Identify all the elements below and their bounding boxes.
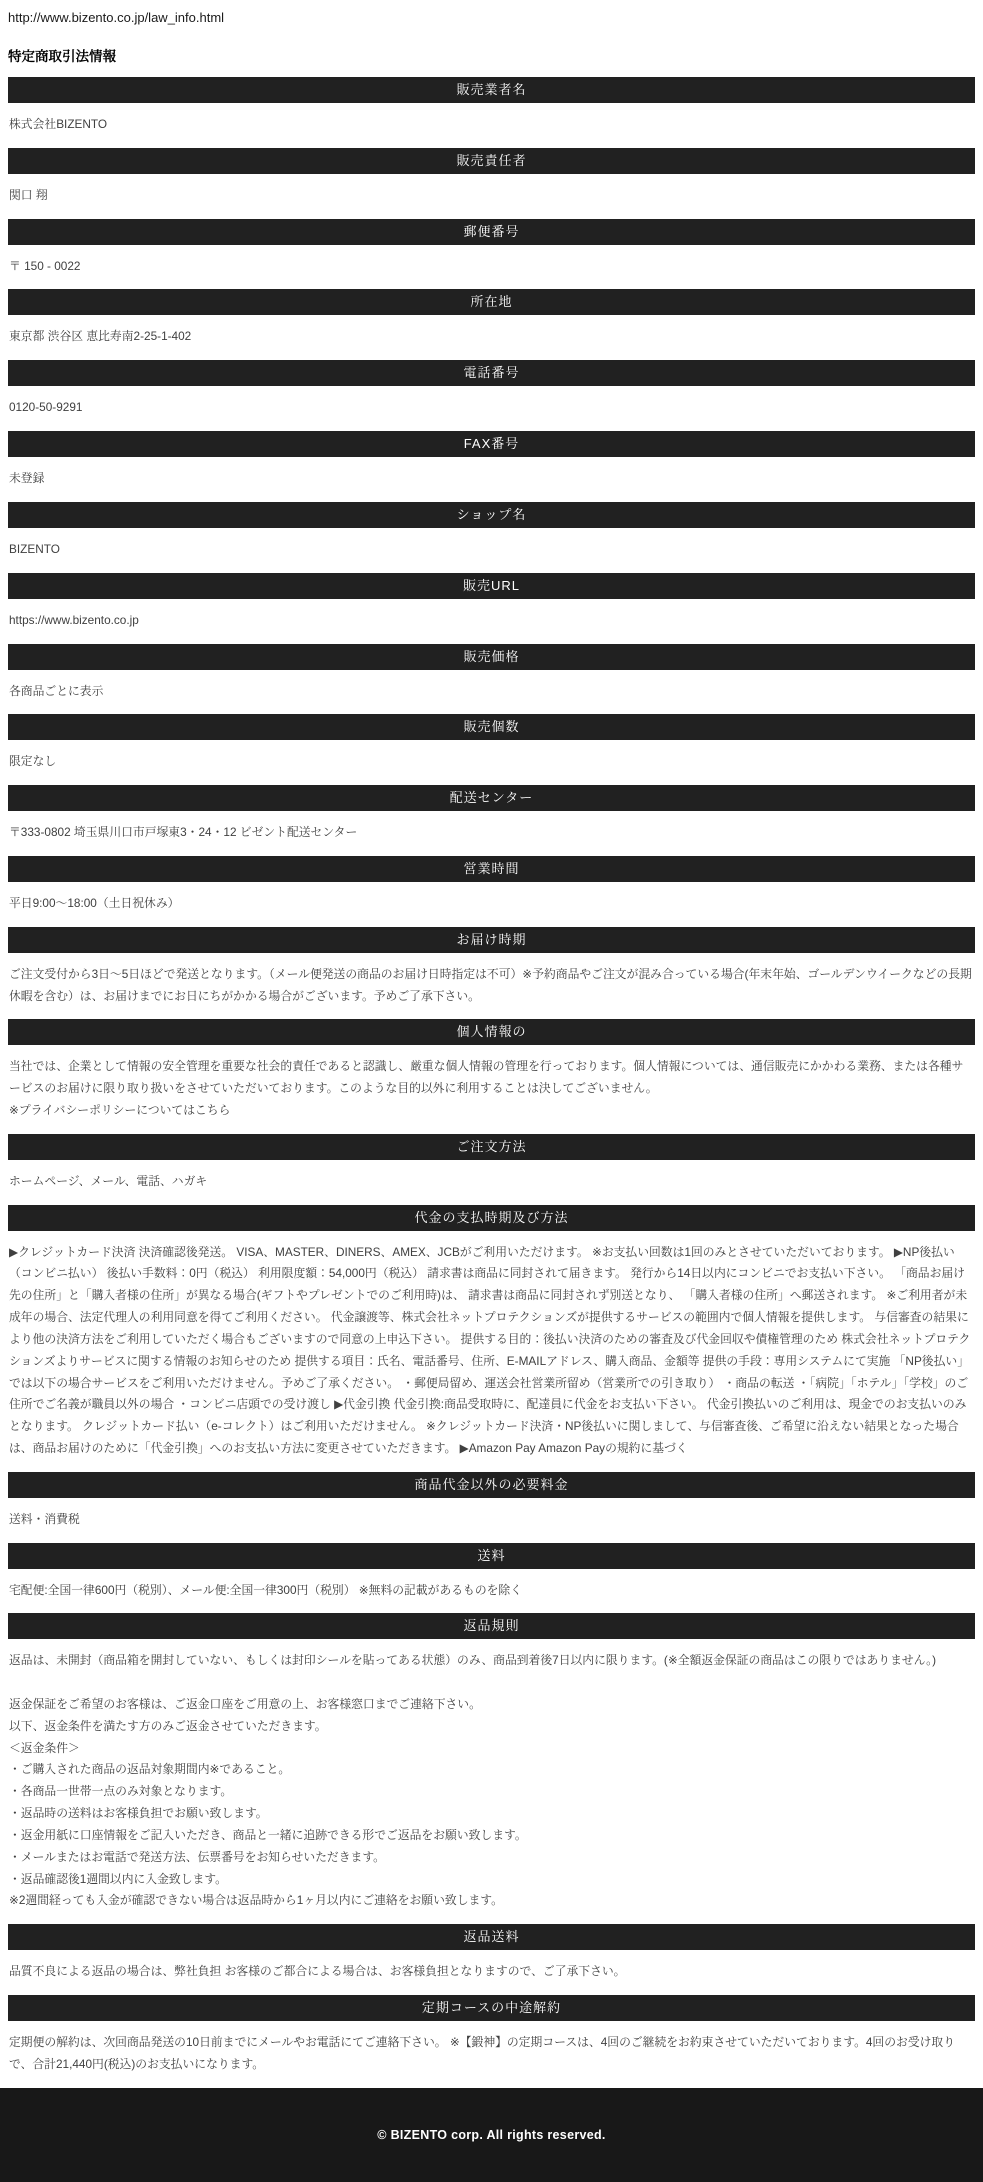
text-line: ・メールまたはお電話で発送方法、伝票番号をお知らせいただきます。 <box>9 1849 385 1864</box>
text-line <box>9 1672 974 1694</box>
section-content <box>9 1961 974 1983</box>
section-content <box>9 2032 974 2076</box>
section-heading: 営業時間 <box>8 856 975 882</box>
section-heading: 個人情報の <box>8 1019 975 1045</box>
text-line: 未登録 <box>9 471 45 486</box>
section-content <box>9 1171 974 1193</box>
section-heading: 送料 <box>8 1543 975 1569</box>
text-line: ＜返金条件＞ <box>9 1740 80 1755</box>
section-content <box>9 681 974 703</box>
section-content <box>9 964 974 1008</box>
section-heading: ショップ名 <box>8 502 975 528</box>
section-heading: 販売URL <box>8 573 975 599</box>
section-content <box>9 185 974 207</box>
text-line: ▶クレジットカード決済 決済確認後発送。 VISA、MASTER、DINERS、AMEX、JCBがご利用いただけます。 ※お支払い回数は1回のみとさせていただいております。 ▶NP後払い（コンビニ払い） 後払い手数料：0円（税込） 利用限度額：54,000円（税込） 請求書は商品に同封されて届きます。 発行から14日以内にコンビニでお支払い下さい。 「商品お届け先の住所」と「購入者様の住所」が異なる場合(ギフトやプレゼントでのご利用時)は、 請求書は商品に同封されず別送となり、 「購入者様の住所」へ郵送されます。 ※ご利用者が未成年の場合、法定代理人の利用同意を得てご利用ください。 代金譲渡等、株式会社ネットプロテクションズが提供するサービスの範囲内で個人情報を提供します。 与信審査の結果により他の決済方法をご利用していただく場合もございますので同意の上申込下さい。 提供する目的：後払い決済のための審査及び代金回収や債権管理のため 株式会社ネットプロテクションズよりサービスに関する情報のお知らせのため 提供する項目：氏名、電話番号、住所、E-MAILアドレス、購入商品、金額等 提供の手段：専用システムにて実施 「NP後払い」では以下の場合サービスをご利用いただけません。予めご了承ください。 ・郵便局留め、運送会社営業所留め（営業所での引き取り） ・商品の転送 ・「病院」「ホテル」「学校」のご住所でご名義が職員以外の場合 ・コンビニ店頭での受け渡し ▶代金引換 代金引換:商品受取時に、配達員に代金をお支払い下さい。 代金引換払いのご利用は、現金でのお支払いのみとなります。 クレジットカード払い（e-コレクト）はご利用いただけません。 ※クレジットカード決済・NP後払いに関しまして、与信審査後、ご希望に沿えない結果となった場合は、商品お届けのために「代金引換」へのお支払い方法に変更させていただきます。 ▶Amazon Pay Amazon Payの規約に基づく <box>9 1244 971 1455</box>
section-heading: 郵便番号 <box>8 219 975 245</box>
section-heading: 販売個数 <box>8 714 975 740</box>
text-line: https://www.bizento.co.jp <box>9 612 139 627</box>
section-content <box>9 397 974 419</box>
section-heading: 電話番号 <box>8 360 975 386</box>
section-heading: 代金の支払時期及び方法 <box>8 1205 975 1231</box>
section-heading: 返品規則 <box>8 1613 975 1639</box>
section-heading: お届け時期 <box>8 927 975 953</box>
section-content <box>9 256 974 278</box>
copyright-text: © BIZENTO corp. All rights reserved. <box>377 2127 606 2142</box>
text-line: ・返品時の送料はお客様負担でお願い致します。 <box>9 1806 268 1821</box>
text-line: 0120-50-9291 <box>9 400 83 415</box>
section-heading: FAX番号 <box>8 431 975 457</box>
section-content <box>9 539 974 561</box>
text-line: BIZENTO <box>9 541 60 556</box>
footer <box>0 2088 983 2182</box>
section-heading: 定期コースの中途解約 <box>8 1995 975 2021</box>
section-heading: 返品送料 <box>8 1924 975 1950</box>
text-line: 東京都 渋谷区 恵比寿南2-25-1-402 <box>9 329 192 344</box>
text-line: ※2週間経っても入金が確認できない場合は返品時から1ヶ月以内にご連絡をお願い致します。 <box>9 1893 503 1908</box>
text-line: 定期便の解約は、次回商品発送の10日前までにメールやお電話にてご連絡下さい。 ※【鍛神】の定期コースは、4回のご継続をお約束させていただいております。4回のお受け取りで、合計21,440円(税込)のお支払いになります。 <box>9 2034 956 2071</box>
text-line: 〒333-0802 埼玉県川口市戸塚東3・24・12 ビゼント配送センター <box>9 825 358 840</box>
text-line: 返金保証をご希望のお客様は、ご返金口座をご用意の上、お客様窓口までご連絡下さい。 <box>9 1697 481 1711</box>
section-content <box>9 1650 974 1912</box>
text-line: ご注文受付から3日～5日ほどで発送となります。（メール便発送の商品のお届け日時指定は不可）※予約商品やご注文が混み合っている場合(年末年始、ゴールデンウイークなどの長期休暇を含む）は、お届けまでにお日にちがかかる場合がございます。予めご了承下さい。 <box>9 966 972 1003</box>
section-content <box>9 114 974 136</box>
text-line: 当社では、企業として情報の安全管理を重要な社会的責任であると認識し、厳重な個人情報の管理を行っております。個人情報については、通信販売にかかわる業務、または各種サービスのお届けに限り取り扱いをさせていただいております。このような目的以外に利用することは決してございません。 <box>9 1059 964 1096</box>
section-content <box>9 1242 974 1460</box>
section-content <box>9 893 974 915</box>
section-content <box>9 1056 974 1121</box>
text-line: ・返金用紙に口座情報をご記入いただき、商品と一緒に追跡できる形でご返品をお願い致します。 <box>9 1827 527 1842</box>
section-content <box>9 751 974 773</box>
section-content <box>9 610 974 632</box>
text-line: 返品は、未開封（商品箱を開封していない、もしくは封印シールを貼ってある状態）のみ、商品到着後7日以内に限ります。(※全額返金保証の商品はこの限りではありません。) <box>9 1653 937 1668</box>
text-line: 平日9:00～18:00（土日祝休み） <box>9 895 180 910</box>
text-line: 送料・消費税 <box>9 1511 80 1526</box>
text-line: 以下、返金条件を満たす方のみご返金させていただきます。 <box>9 1718 327 1733</box>
text-line: 〒 150 - 0022 <box>9 258 81 273</box>
text-line: ・各商品一世帯一点のみ対象となります。 <box>9 1784 233 1799</box>
section-heading: 所在地 <box>8 289 975 315</box>
section-content <box>9 326 974 348</box>
page-title: 特定商取引法情報 <box>8 49 116 64</box>
section-heading: ご注文方法 <box>8 1134 975 1160</box>
text-line: ホームページ、メール、電話、ハガキ <box>9 1173 208 1188</box>
text-line: ・ご購入された商品の返品対象期間内※であること。 <box>9 1762 291 1777</box>
text-line: ※プライバシーポリシーについてはこちら <box>9 1103 231 1117</box>
section-content <box>9 468 974 490</box>
text-line: 宅配便:全国一律600円（税別）、メール便:全国一律300円（税別） ※無料の記載があるものを除く <box>9 1582 523 1597</box>
text-line: 品質不良による返品の場合は、弊社負担 お客様のご都合による場合は、お客様負担となりますので、ご了承下さい。 <box>9 1964 626 1979</box>
section-heading: 販売業者名 <box>8 77 975 103</box>
section-heading: 販売価格 <box>8 644 975 670</box>
text-line: 各商品ごとに表示 <box>9 683 104 698</box>
section-content <box>9 1580 974 1602</box>
text-line: 関口 翔 <box>9 187 48 202</box>
section-heading: 商品代金以外の必要料金 <box>8 1472 975 1498</box>
page-url-text: http://www.bizento.co.jp/law_info.html <box>8 10 225 25</box>
text-line: 株式会社BIZENTO <box>9 117 108 131</box>
text-line: 限定なし <box>9 754 57 769</box>
section-content <box>9 1509 974 1531</box>
text-line: ・返品確認後1週間以内に入金致します。 <box>9 1871 227 1886</box>
section-heading: 販売責任者 <box>8 148 975 174</box>
section-content <box>9 822 974 844</box>
section-heading: 配送センター <box>8 785 975 811</box>
sections <box>8 77 975 2076</box>
